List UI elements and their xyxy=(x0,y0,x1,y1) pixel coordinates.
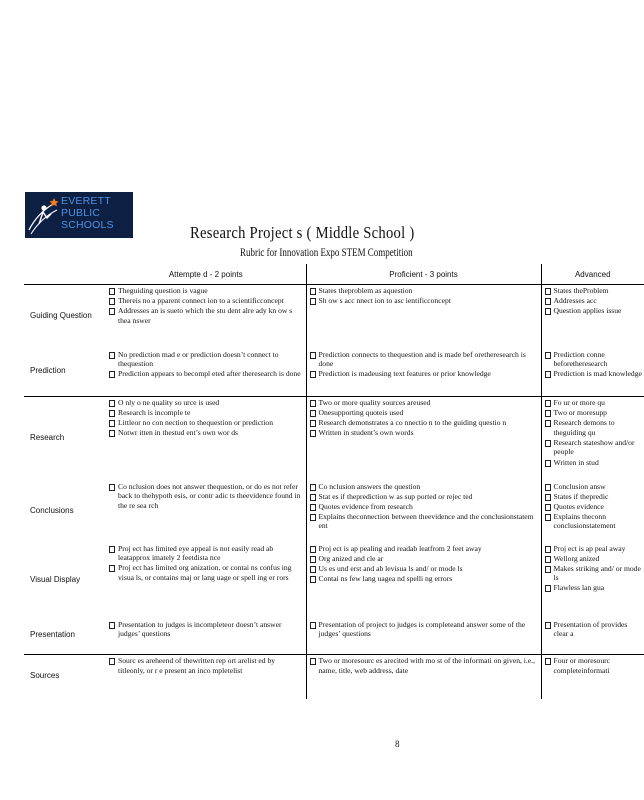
checkbox-bullet-icon xyxy=(310,371,316,378)
logo-figure-icon xyxy=(27,194,59,236)
proficient-list xyxy=(310,482,539,531)
checkbox-bullet-icon xyxy=(109,658,115,665)
checkbox-bullet-icon xyxy=(310,622,316,629)
checkbox-bullet-icon xyxy=(545,440,551,447)
checkbox-bullet-icon xyxy=(109,430,115,437)
advanced-cell xyxy=(541,481,644,543)
rubric-bullet xyxy=(545,369,643,379)
bullet-text: Proj ect is ap pealing and readab leatfrom 2 feet away xyxy=(318,543,482,553)
advanced-cell xyxy=(541,349,644,397)
logo-line: SCHOOLS xyxy=(61,219,114,231)
bullet-text: Question applies issue xyxy=(553,306,622,316)
bullet-text: Research demonstrates a co nnectio n to the guiding questio n xyxy=(318,418,507,428)
rubric-bullet xyxy=(310,554,539,564)
bullet-text: Four or moresourc completeinformati xyxy=(553,656,611,675)
checkbox-bullet-icon xyxy=(310,566,316,573)
checkbox-bullet-icon xyxy=(545,622,551,629)
rubric-bullet xyxy=(109,296,304,306)
attempted-list xyxy=(109,398,304,438)
page-title: Research Project s ( Middle School ) xyxy=(190,223,415,242)
bullet-text: States theproblem as aquestion xyxy=(318,286,413,295)
bullet-text: States if thepredic xyxy=(553,491,609,501)
proficient-cell xyxy=(306,543,541,619)
advanced-list xyxy=(545,544,643,593)
rubric-bullet xyxy=(109,408,304,418)
rubric-table xyxy=(24,264,644,699)
rubric-bullet xyxy=(310,564,539,574)
rubric-bullet xyxy=(310,512,539,531)
school-logo xyxy=(25,192,133,238)
advanced-list xyxy=(545,286,643,316)
page-number: 8 xyxy=(395,739,400,749)
bullet-text: Notwr itten in thestud ent’s own wor ds xyxy=(118,428,239,438)
bullet-text: Proj ect has limited eye appeal is not easily read ab leatapprox imately 2 feetdista nce xyxy=(118,543,274,563)
criterion-label: Research xyxy=(24,397,106,481)
advanced-cell xyxy=(541,655,644,699)
bullet-text: Littleor no con nection to thequestion or prediction xyxy=(118,418,274,428)
bullet-text: Prediction connects to thequestion and is made bef oretheresearch is done xyxy=(318,349,526,369)
attempted-cell xyxy=(106,543,306,619)
bullet-text: Proj ect is ap peal away xyxy=(553,543,626,553)
advanced-cell xyxy=(541,543,644,619)
rubric-bullet xyxy=(109,544,304,563)
rubric-bullet xyxy=(109,398,304,408)
criteria-header xyxy=(24,264,106,285)
rubric-bullet xyxy=(545,492,643,502)
attempted-list xyxy=(109,656,304,675)
proficient-list xyxy=(310,620,539,639)
attempted-list xyxy=(109,620,304,639)
checkbox-bullet-icon xyxy=(310,556,316,563)
proficient-header: Proficient - 3 points xyxy=(306,264,541,285)
bullet-text: No prediction mad e or prediction doesn’t connect to thequestion xyxy=(118,349,279,369)
proficient-cell xyxy=(306,285,541,349)
attempted-list xyxy=(109,350,304,379)
criterion-label: Visual Display xyxy=(30,574,81,584)
bullet-text: Addresses an is sueto which the stu dent alre ady kn ow s thea nswer xyxy=(118,306,293,325)
rubric-bullet xyxy=(109,350,304,369)
bullet-text: Sh ow s acc nnect ion to asc ientificconcept xyxy=(318,296,451,306)
checkbox-bullet-icon xyxy=(545,566,551,573)
bullet-text: Research demons to theguiding qu xyxy=(553,418,615,437)
checkbox-bullet-icon xyxy=(545,288,551,295)
rubric-bullet xyxy=(545,458,643,468)
advanced-list xyxy=(545,398,643,467)
bullet-text: Prediction is madeusing text features or prior knowledge xyxy=(318,369,491,379)
checkbox-bullet-icon xyxy=(109,308,115,315)
criterion-label: Sources xyxy=(24,655,106,699)
rubric-bullet xyxy=(545,583,643,593)
logo-line: EVERETT xyxy=(61,195,111,207)
logo-text xyxy=(61,195,114,231)
checkbox-bullet-icon xyxy=(545,556,551,563)
bullet-text: Presentation of provides clear a xyxy=(553,619,628,639)
bullet-text: Written in stud xyxy=(553,457,599,467)
bullet-text: Two or moresupp xyxy=(553,408,607,418)
bullet-text: Presentation of project to judges is completeand answer some of the judges’ questions xyxy=(318,619,526,639)
bullet-text: Written in student’s own words xyxy=(318,428,414,438)
advanced-cell xyxy=(541,619,644,655)
checkbox-bullet-icon xyxy=(545,546,551,553)
rubric-bullet xyxy=(545,398,643,408)
attempted-cell xyxy=(106,481,306,543)
rubric-bullet xyxy=(545,306,643,316)
advanced-cell xyxy=(541,397,644,481)
rubric-bullet xyxy=(545,564,643,583)
attempted-list xyxy=(109,482,304,511)
checkbox-bullet-icon xyxy=(310,410,316,417)
bullet-text: Explains theconnection between theevidence and the conclusionstatem ent xyxy=(318,511,534,531)
rubric-bullet xyxy=(545,544,643,554)
bullet-text: Two or more quality sources areused xyxy=(318,398,431,407)
rubric-bullet xyxy=(109,620,304,639)
attempted-list xyxy=(109,544,304,583)
checkbox-bullet-icon xyxy=(545,494,551,501)
checkbox-bullet-icon xyxy=(310,298,316,305)
proficient-list xyxy=(310,286,539,306)
bullet-text: Makes striking and/ or mode ls xyxy=(553,563,641,583)
rubric-bullet xyxy=(310,656,539,675)
checkbox-bullet-icon xyxy=(310,288,316,295)
proficient-cell xyxy=(306,619,541,655)
rubric-row xyxy=(24,543,644,619)
rubric-bullet xyxy=(545,296,643,306)
attempted-header: Attempte d - 2 points xyxy=(106,264,306,285)
rubric-row xyxy=(24,285,644,349)
advanced-cell xyxy=(541,285,644,349)
checkbox-bullet-icon xyxy=(545,460,551,467)
bullet-text: Research stateshow and/or people xyxy=(553,437,635,457)
checkbox-bullet-icon xyxy=(109,298,115,305)
rubric-bullet xyxy=(310,398,539,408)
checkbox-bullet-icon xyxy=(310,546,316,553)
bullet-text: Prediction is mad knowledge xyxy=(553,369,642,379)
bullet-text: Presentation to judges is incompleteor doesn’t answer judges’ questions xyxy=(118,619,282,639)
bullet-text: Onesupporting quoteis used xyxy=(318,408,404,418)
rubric-bullet xyxy=(545,482,643,492)
advanced-list xyxy=(545,350,643,379)
checkbox-bullet-icon xyxy=(545,400,551,407)
bullet-text: Wellorg anized xyxy=(553,553,600,563)
checkbox-bullet-icon xyxy=(310,420,316,427)
checkbox-bullet-icon xyxy=(109,546,115,553)
bullet-text: Two or moresourc es arecited with mo st of the informati on given, i.e., name, title, web address, date xyxy=(318,656,535,675)
rubric-bullet xyxy=(310,296,539,306)
rubric-bullet xyxy=(545,418,643,437)
attempted-cell xyxy=(106,285,306,349)
rubric-bullet xyxy=(545,502,643,512)
page-subtitle: Rubric for Innovation Expo STEM Competition xyxy=(240,247,413,259)
checkbox-bullet-icon xyxy=(109,288,115,295)
checkbox-bullet-icon xyxy=(545,585,551,592)
checkbox-bullet-icon xyxy=(310,430,316,437)
rubric-bullet xyxy=(310,286,539,296)
checkbox-bullet-icon xyxy=(109,622,115,629)
attempted-cell xyxy=(106,619,306,655)
checkbox-bullet-icon xyxy=(310,494,316,501)
rubric-bullet xyxy=(109,306,304,325)
checkbox-bullet-icon xyxy=(545,484,551,491)
bullet-text: Sourc es areheend of thewritten rep ort arelist ed by titleonly, or r e present an inco mpletelist xyxy=(118,656,276,675)
rubric-row xyxy=(24,655,644,699)
checkbox-bullet-icon xyxy=(310,400,316,407)
criterion-label: Presentation xyxy=(30,630,75,640)
bullet-text: Us es und erst and ab levisua ls and/ or mode ls xyxy=(318,563,463,573)
rubric-bullet xyxy=(310,492,539,502)
criterion-label: Guiding Question xyxy=(30,310,92,320)
rubric-bullet xyxy=(310,482,539,492)
checkbox-bullet-icon xyxy=(109,565,115,572)
bullet-text: O nly o ne quality so urce is used xyxy=(118,398,220,407)
rubric-bullet xyxy=(545,620,643,639)
checkbox-bullet-icon xyxy=(310,504,316,511)
bullet-text: Contai ns few lang uagea nd spelli ng errors xyxy=(318,573,453,583)
bullet-text: Addresses acc xyxy=(553,296,597,306)
bullet-text: Thereis no a pparent connect ion to a scientificconcept xyxy=(118,296,284,306)
logo-line: PUBLIC xyxy=(61,207,101,219)
bullet-text: Conclusion answ xyxy=(553,481,606,491)
rubric-bullet xyxy=(310,369,539,379)
proficient-cell xyxy=(306,481,541,543)
bullet-text: Explains theconn conclusionstatement xyxy=(553,511,616,531)
proficient-cell xyxy=(306,397,541,481)
bullet-text: Co nclusion does not answer thequestion, or do es not refer back to thehypoth esis, or contr adic ts theevidence found in the re sea rch xyxy=(118,481,301,510)
checkbox-bullet-icon xyxy=(310,576,316,583)
checkbox-bullet-icon xyxy=(310,658,316,665)
rubric-bullet xyxy=(310,544,539,554)
rubric-bullet xyxy=(545,408,643,418)
rubric-bullet xyxy=(109,286,304,296)
rubric-bullet xyxy=(545,554,643,564)
proficient-list xyxy=(310,398,539,438)
rubric-bullet xyxy=(109,482,304,511)
checkbox-bullet-icon xyxy=(109,484,115,491)
advanced-list xyxy=(545,482,643,531)
proficient-cell xyxy=(306,655,541,699)
proficient-cell xyxy=(306,349,541,397)
checkbox-bullet-icon xyxy=(545,298,551,305)
rubric-bullet xyxy=(545,512,643,531)
checkbox-bullet-icon xyxy=(109,400,115,407)
bullet-text: Prediction appears to becompl eted after theresearch is done xyxy=(118,369,301,379)
rubric-bullet xyxy=(310,350,539,369)
advanced-list xyxy=(545,656,643,675)
rubric-row xyxy=(24,481,644,543)
checkbox-bullet-icon xyxy=(545,410,551,417)
checkbox-bullet-icon xyxy=(109,371,115,378)
checkbox-bullet-icon xyxy=(310,514,316,521)
checkbox-bullet-icon xyxy=(109,410,115,417)
checkbox-bullet-icon xyxy=(109,420,115,427)
bullet-text: Stat es if theprediction w as sup ported or rejec ted xyxy=(318,491,473,501)
checkbox-bullet-icon xyxy=(545,308,551,315)
bullet-text: Proj ect has limited org anization, or contai ns confus ing visua ls, or contains maj or lang uage or spell ing er rors xyxy=(118,563,292,582)
attempted-cell xyxy=(106,655,306,699)
rubric-bullet xyxy=(310,502,539,512)
rubric-bullet xyxy=(109,428,304,438)
rubric-bullet xyxy=(310,418,539,428)
rubric-bullet xyxy=(109,656,304,675)
rubric-row xyxy=(24,397,644,481)
rubric-row xyxy=(24,349,644,397)
bullet-text: Quotes evidence from research xyxy=(318,501,413,511)
checkbox-bullet-icon xyxy=(545,504,551,511)
checkbox-bullet-icon xyxy=(109,352,115,359)
advanced-header: Advanced xyxy=(541,264,644,285)
proficient-list xyxy=(310,350,539,379)
rubric-bullet xyxy=(109,563,304,582)
rubric-bullet xyxy=(310,620,539,639)
rubric-row xyxy=(24,619,644,655)
rubric-bullet xyxy=(545,350,643,369)
proficient-list xyxy=(310,544,539,584)
criterion-label: Conclusions xyxy=(30,505,74,515)
checkbox-bullet-icon xyxy=(310,484,316,491)
bullet-text: Flawless lan gua xyxy=(553,583,605,593)
bullet-text: Quotes evidence xyxy=(553,501,604,511)
bullet-text: Co nclusion answers the question xyxy=(318,481,421,491)
bullet-text: Prediction conne beforetheresearch xyxy=(553,349,608,369)
rubric-bullet xyxy=(545,438,643,457)
advanced-list xyxy=(545,620,643,639)
rubric-header-row xyxy=(24,264,644,285)
attempted-list xyxy=(109,286,304,325)
proficient-list xyxy=(310,656,539,675)
bullet-text: Research is incomple te xyxy=(118,408,191,418)
rubric-bullet xyxy=(109,418,304,428)
rubric-bullet xyxy=(109,369,304,379)
checkbox-bullet-icon xyxy=(545,658,551,665)
attempted-cell xyxy=(106,397,306,481)
rubric-bullet xyxy=(310,574,539,584)
bullet-text: Fo ur or more qu xyxy=(553,398,605,407)
criterion-label: Prediction xyxy=(30,366,66,376)
rubric-bullet xyxy=(310,428,539,438)
checkbox-bullet-icon xyxy=(545,371,551,378)
attempted-cell xyxy=(106,349,306,397)
rubric-bullet xyxy=(545,286,643,296)
checkbox-bullet-icon xyxy=(545,352,551,359)
checkbox-bullet-icon xyxy=(310,352,316,359)
rubric-bullet xyxy=(545,656,643,675)
bullet-text: Org anized and cle ar xyxy=(318,553,384,563)
bullet-text: States theProblem xyxy=(553,286,609,295)
bullet-text: Theguiding question is vague xyxy=(118,286,208,295)
checkbox-bullet-icon xyxy=(545,514,551,521)
rubric-bullet xyxy=(310,408,539,418)
checkbox-bullet-icon xyxy=(545,420,551,427)
